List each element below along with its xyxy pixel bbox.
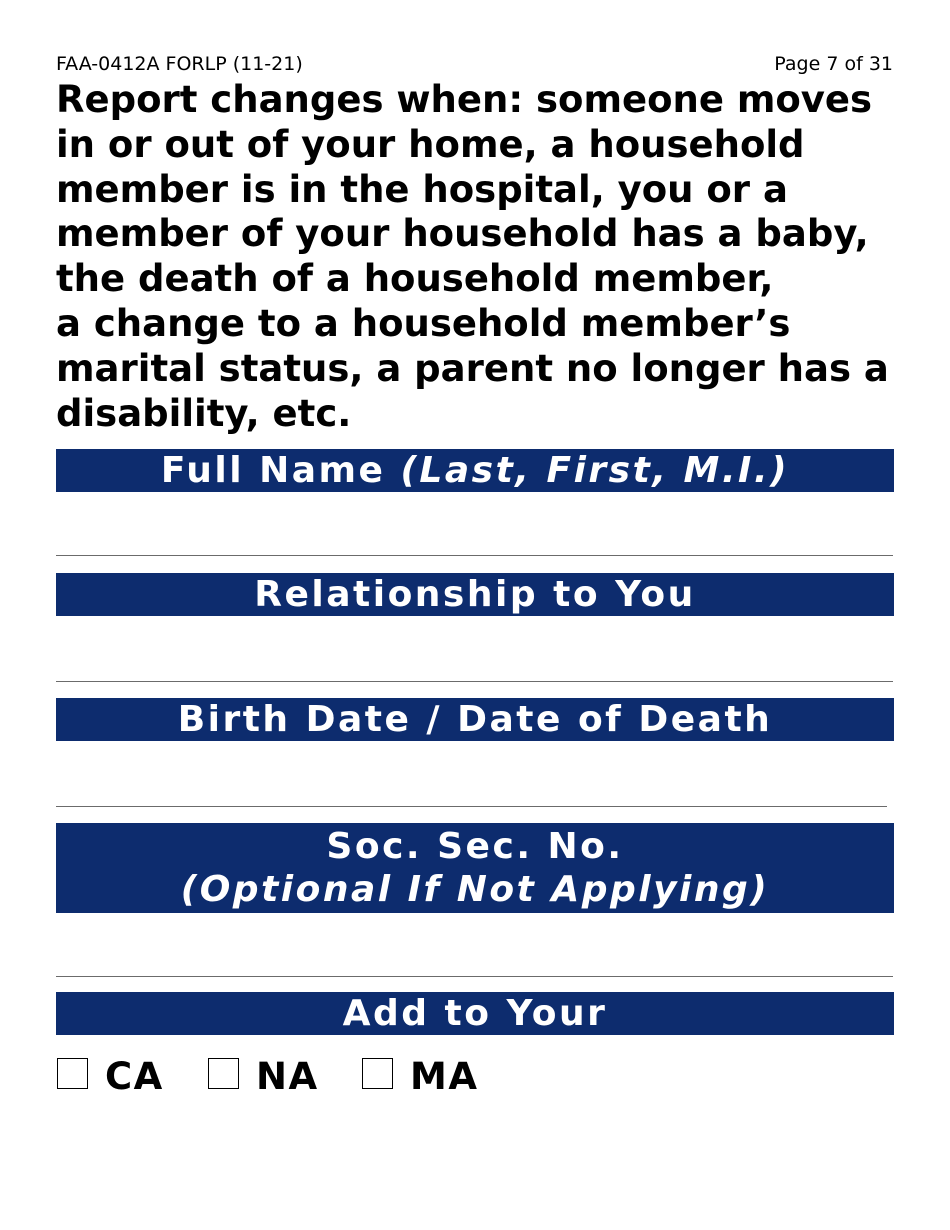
birth-death-label: Birth Date / Date of Death — [177, 699, 773, 740]
report-changes-instructions — [56, 78, 906, 436]
instruction-line: member of your household has a baby, — [56, 212, 869, 256]
ssn-hint: (Optional If Not Applying) — [180, 869, 770, 910]
ca-checkbox[interactable] — [57, 1058, 88, 1089]
full-name-hint: (Last, First, M.I.) — [400, 450, 790, 491]
instruction-line: a change to a household member’s — [56, 301, 791, 345]
ma-checkbox[interactable] — [362, 1058, 393, 1089]
relationship-label: Relationship to You — [254, 574, 696, 615]
instruction-line: the death of a household member, — [56, 257, 774, 301]
ssn-field[interactable] — [56, 914, 893, 974]
relationship-line — [56, 681, 893, 682]
ca-label: CA — [105, 1055, 164, 1098]
page-number: Page 7 of 31 — [774, 53, 893, 75]
instruction-line: member is in the hospital, you or a — [56, 167, 788, 211]
birth-death-line — [56, 806, 887, 807]
ssn-line — [56, 976, 893, 977]
full-name-label: Full Name — [160, 450, 386, 491]
full-name-field[interactable] — [56, 494, 893, 554]
na-checkbox[interactable] — [208, 1058, 239, 1089]
instruction-line: marital status, a parent no longer has a — [56, 346, 889, 390]
full-name-heading — [56, 449, 894, 492]
instruction-line: in or out of your home, a household — [56, 122, 805, 166]
birth-death-heading — [56, 698, 894, 741]
add-to-heading — [56, 992, 894, 1035]
birth-death-field[interactable] — [56, 745, 893, 805]
instruction-line: disability, etc. — [56, 391, 352, 435]
full-name-line — [56, 555, 893, 556]
instruction-line: Report changes when: someone moves — [56, 78, 873, 121]
ssn-heading — [56, 823, 894, 913]
add-to-label: Add to Your — [342, 993, 608, 1034]
form-id: FAA-0412A FORLP (11-21) — [56, 53, 303, 75]
relationship-heading — [56, 573, 894, 616]
relationship-field[interactable] — [56, 620, 893, 680]
na-label: NA — [256, 1055, 319, 1098]
ma-label: MA — [410, 1055, 479, 1098]
ssn-label: Soc. Sec. No. — [326, 826, 624, 867]
